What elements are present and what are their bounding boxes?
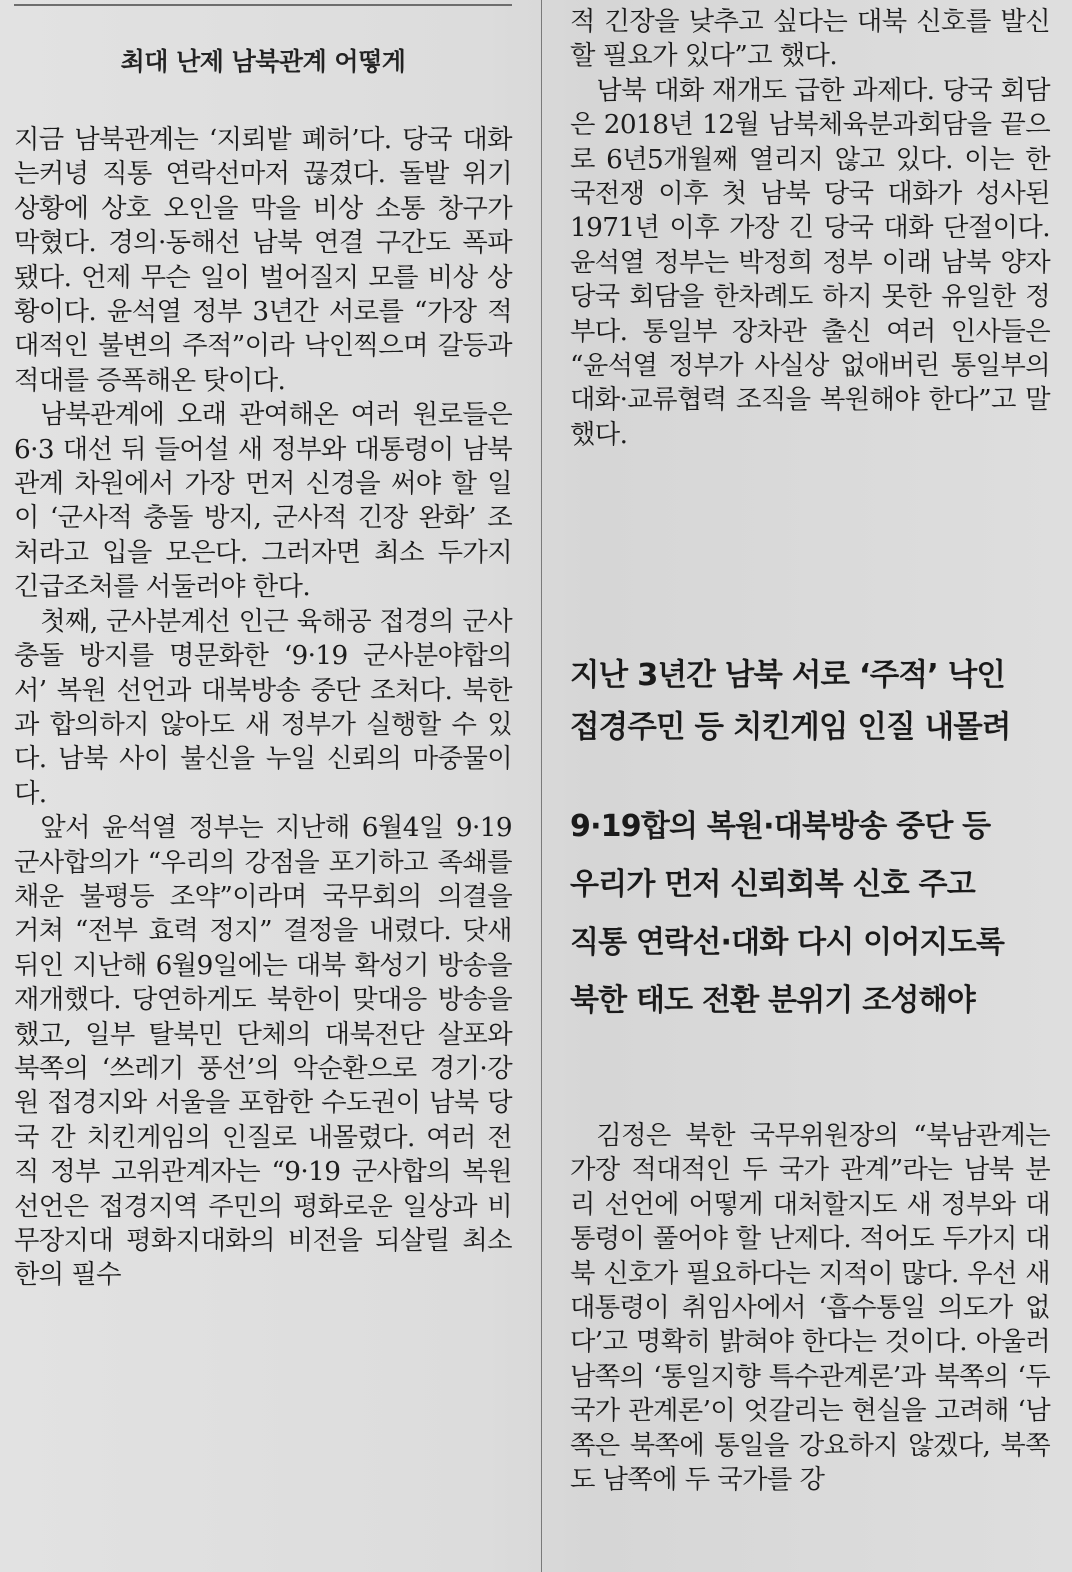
main-headline [570,650,1050,754]
paragraph: 김정은 북한 국무위원장의 “북남관계는 가장 적대적인 두 국가 관계”라는 남북 분리 선언에 어떻게 대처할지도 새 정부와 대통령이 풀어야 할 난제다. 적어도 두가지 대북 신호가 필요하다는 지적이 많다. 우선 새 대통령이 취임사에서 ‘흡수통일 의도가 없다’고 명확히 밝혀야 한다는 것이다. 아울러 남쪽의 ‘통일지향 특수관계론’과 북쪽의 ‘두 국가 관계론’이 엇갈리는 현실을 고려해 ‘남쪽은 북쪽에 통일을 강요하지 않겠다, 북쪽도 남쪽에 두 국가를 강 [570,1121,1050,1496]
subheadline-line: 직통 연락선·대화 다시 이어지도록 [570,925,1005,960]
right-body-top [570,5,1050,452]
column-divider [541,0,542,1572]
paragraph: 남북관계에 오래 관여해온 여러 원로들은 6·3 대선 뒤 들어설 새 정부와 대통령이 남북관계 차원에서 가장 먼저 신경을 써야 할 일이 ‘군사적 충돌 방지, 군사적 긴장 완화’ 조처라고 입을 모은다. 그러자면 최소 두가지 긴급조처를 서둘러야 한다. [14,400,512,603]
paragraph: 적 긴장을 낮추고 싶다는 대북 신호를 발신할 필요가 있다”고 했다. [570,7,1050,72]
headline-line: 지난 3년간 남북 서로 ‘주적’ 낙인 [570,658,1006,693]
top-rule [14,4,512,6]
sub-headline [570,798,1050,1030]
headline-line: 접경주민 등 치킨게임 인질 내몰려 [570,710,1011,745]
section-title: 최대 난제 남북관계 어떻게 [120,47,406,76]
subheadline-line: 북한 태도 전환 분위기 조성해야 [570,983,975,1018]
paragraph: 남북 대화 재개도 급한 과제다. 당국 회담은 2018년 12월 남북체육분과회담을 끝으로 6년5개월째 열리지 않고 있다. 이는 한국전쟁 이후 첫 남북 당국 대화가 성사된 1971년 이후 가장 긴 당국 대화 단절이다. 윤석열 정부는 박정희 정부 이래 남북 양자 당국 회담을 한차례도 하지 못한 유일한 정부다. 통일부 장차관 출신 여러 인사들은 “윤석열 정부가 사실상 없애버린 통일부의 대화·교류협력 조직을 복원해야 한다”고 말했다. [570,75,1050,450]
paragraph: 앞서 윤석열 정부는 지난해 6월4일 9·19 군사합의가 “우리의 강점을 포기하고 족쇄를 채운 불평등 조약”이라며 국무회의 의결을 거쳐 “전부 효력 정지” 결정을 내렸다. 닷새 뒤인 지난해 6월9일에는 대북 확성기 방송을 재개했다. 당연하게도 북한이 맞대응 방송을 했고, 일부 탈북민 단체의 대북전단 살포와 북쪽의 ‘쓰레기 풍선’의 악순환으로 경기·강원 접경지와 서울을 포함한 수도권이 남북 당국 간 치킨게임의 인질로 내몰렸다. 여러 전직 정부 고위관계자는 “9·19 군사합의 복원 선언은 접경지역 주민의 평화로운 일상과 비무장지대 평화지대화의 비전을 되살릴 최소한의 필수 [14,813,512,1291]
paragraph: 첫째, 군사분계선 인근 육해공 접경의 군사 충돌 방지를 명문화한 ‘9·19 군사분야합의서’ 복원 선언과 대북방송 중단 조처다. 북한과 합의하지 않아도 새 정부가 실행할 수 있다. 남북 사이 불신을 누일 신뢰의 마중물이다. [14,606,512,809]
right-body-bottom [570,1119,1050,1497]
subheadline-line: 9·19합의 복원·대북방송 중단 등 [570,809,991,844]
paragraph: 지금 남북관계는 ‘지뢰밭 폐허’다. 당국 대화는커녕 직통 연락선마저 끊겼다. 돌발 위기 상황에 상호 오인을 막을 비상 소통 창구가 막혔다. 경의·동해선 남북 연결 구간도 폭파됐다. 언제 무슨 일이 벌어질지 모를 비상 상황이다. 윤석열 정부 3년간 서로를 “가장 적대적인 불변의 주적”이라 낙인찍으며 갈등과 적대를 증폭해온 탓이다. [14,125,512,396]
subheadline-line: 우리가 먼저 신뢰회복 신호 주고 [570,867,975,902]
left-body [14,123,512,1293]
